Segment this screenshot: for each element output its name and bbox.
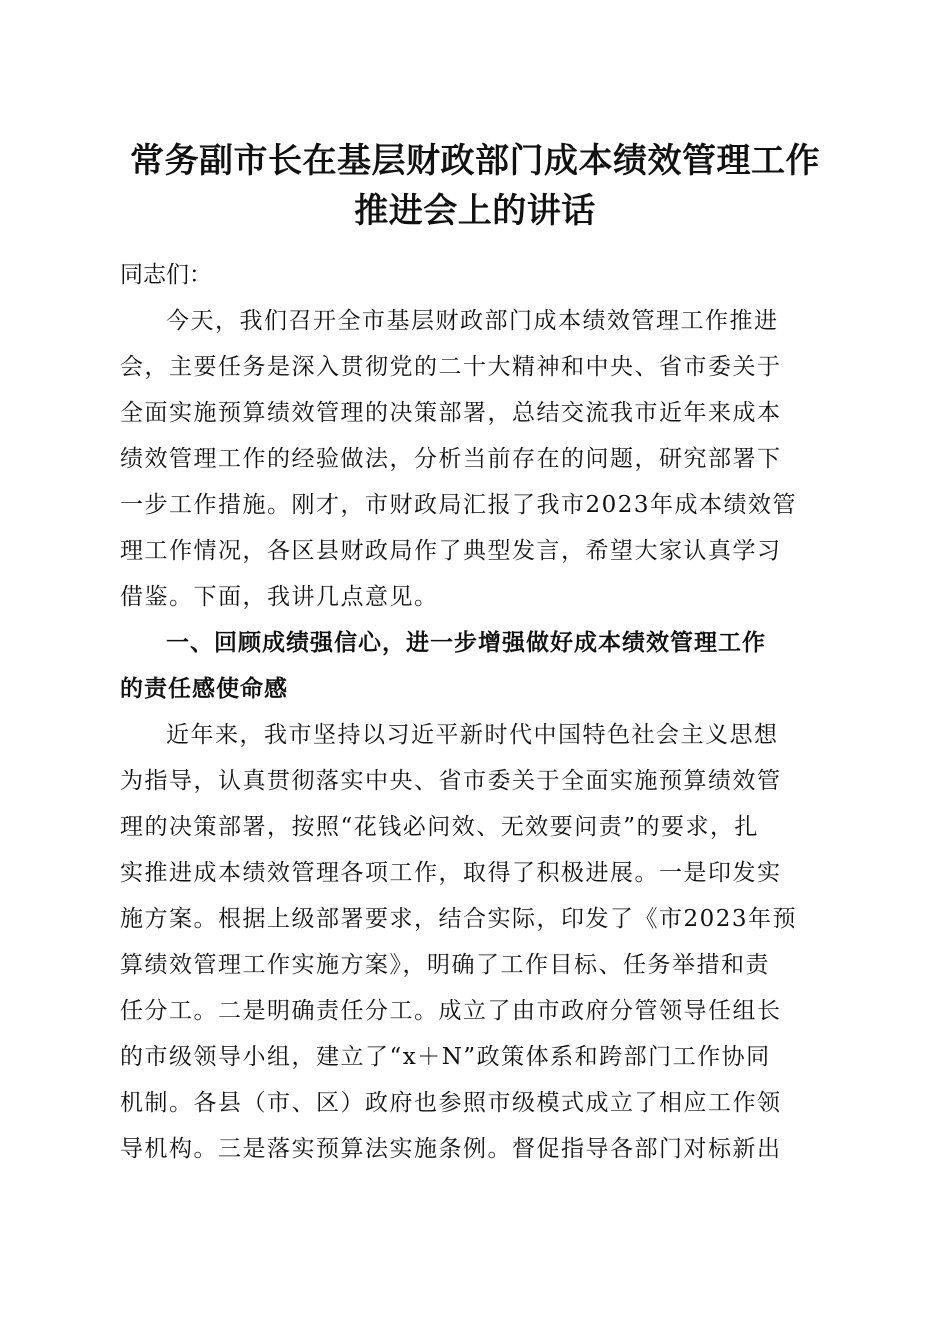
title-line-2: 推进会上的讲话 bbox=[354, 191, 596, 231]
document-body bbox=[120, 252, 826, 1172]
title-line-1: 常务副市长在基层财政部门成本绩效管理工作 bbox=[130, 141, 820, 181]
paragraph-line: 施方案。根据上级部署要求，结合实际，印发了《市2023年预 bbox=[120, 906, 798, 932]
paragraph-line: 近年来，我市坚持以习近平新时代中国特色社会主义思想 bbox=[166, 722, 779, 748]
paragraph-line: 今天，我们召开全市基层财政部门成本绩效管理工作推进 bbox=[166, 308, 779, 334]
paragraph-line: 导机构。三是落实预算法实施条例。督促指导各部门对标新出 bbox=[120, 1136, 782, 1162]
paragraph-line: 借鉴。下面，我讲几点意见。 bbox=[120, 584, 439, 610]
salutation: 同志们： bbox=[120, 262, 212, 288]
document-title bbox=[110, 136, 840, 236]
paragraph-line: 全面实施预算绩效管理的决策部署，总结交流我市近年来成本 bbox=[120, 400, 782, 426]
paragraph-line: 理的决策部署，按照“花钱必问效、无效要问责”的要求，扎 bbox=[120, 814, 760, 840]
paragraph-review bbox=[120, 712, 826, 1172]
paragraph-line: 实推进成本绩效管理各项工作，取得了积极进展。一是印发实 bbox=[120, 860, 782, 886]
section-heading-1 bbox=[120, 620, 826, 712]
paragraph-line: 一步工作措施。刚才，市财政局汇报了我市2023年成本绩效管 bbox=[120, 492, 798, 518]
paragraph-line: 为指导，认真贯彻落实中央、省市委关于全面实施预算绩效管 bbox=[120, 768, 782, 794]
heading-line: 的责任感使命感 bbox=[120, 676, 288, 702]
paragraph-line: 理工作情况，各区县财政局作了典型发言，希望大家认真学习 bbox=[120, 538, 782, 564]
heading-line: 一、回顾成绩强信心，进一步增强做好成本绩效管理工作 bbox=[166, 630, 766, 656]
paragraph-line: 绩效管理工作的经验做法，分析当前存在的问题，研究部署下 bbox=[120, 446, 782, 472]
paragraph-line: 任分工。二是明确责任分工。成立了由市政府分管领导任组长 bbox=[120, 998, 782, 1024]
paragraph-line: 算绩效管理工作实施方案》，明确了工作目标、任务举措和责 bbox=[120, 952, 770, 978]
paragraph-line: 的市级领导小组，建立了“x＋N”政策体系和跨部门工作协同 bbox=[120, 1044, 771, 1070]
paragraph-line: 会，主要任务是深入贯彻党的二十大精神和中央、省市委关于 bbox=[120, 354, 782, 380]
paragraph-line: 机制。各县（市、区）政府也参照市级模式成立了相应工作领 bbox=[120, 1090, 782, 1116]
paragraph-intro bbox=[120, 298, 826, 620]
